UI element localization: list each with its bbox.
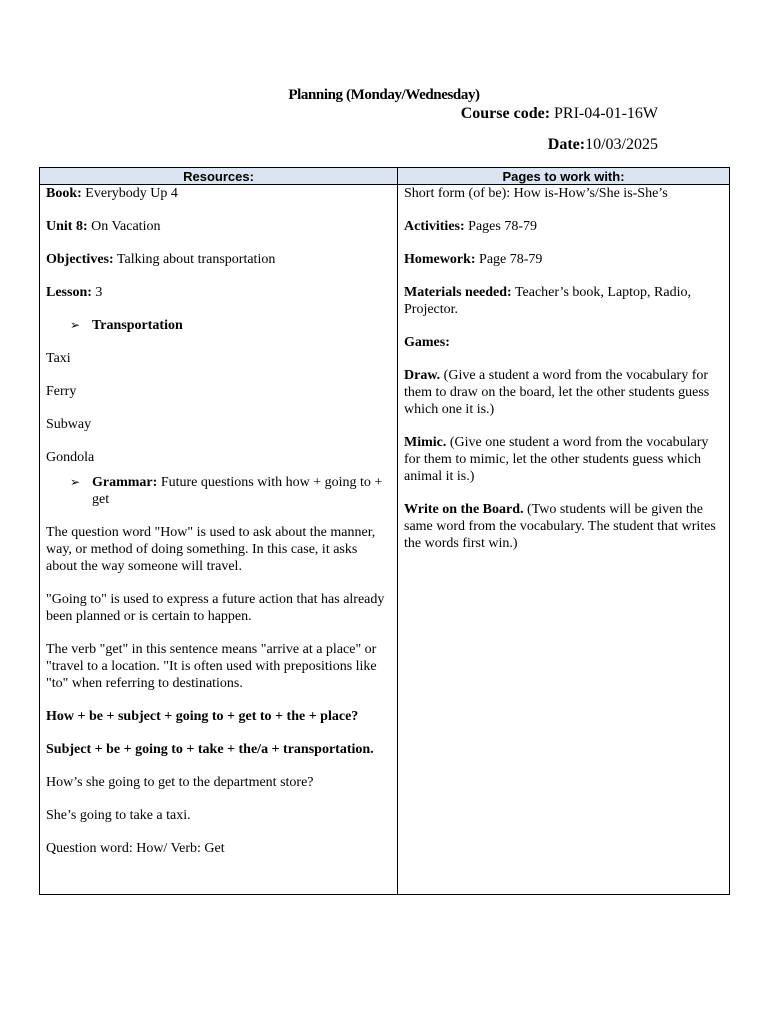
game-mimic — [404, 434, 723, 485]
activities-line — [404, 218, 723, 235]
explanation-get: The verb "get" in this sentence means "arrive at a place" or "travel to a location. "It is often used with prepositions like "to" when referring to destinations. — [46, 642, 377, 691]
explanation-how: The question word "How" is used to ask about the manner, way, or method of doing something. In this case, it asks about the way someone will travel. — [46, 525, 376, 574]
book-label: Book: — [46, 186, 82, 201]
example-answer: She’s going to take a taxi. — [46, 808, 191, 823]
transportation-heading: Transportation — [92, 318, 183, 333]
vocab-item: Gondola — [46, 450, 95, 465]
vocab-item: Subway — [46, 417, 92, 432]
objectives-line — [46, 251, 391, 268]
explanation-going-to: "Going to" is used to express a future action that has already been planned or is certain to happen. — [46, 592, 385, 624]
lesson-line — [46, 284, 391, 301]
game-write-on-board — [404, 501, 723, 552]
grammar-text — [92, 474, 391, 508]
activities-label: Activities: — [404, 219, 465, 234]
homework-value: Page 78-79 — [475, 252, 543, 267]
objectives-label: Objectives: — [46, 252, 114, 267]
unit-value: On Vacation — [87, 219, 161, 234]
course-code-value: PRI-04-01-16W — [550, 105, 658, 122]
unit-line — [46, 218, 391, 235]
book-value: Everybody Up 4 — [81, 186, 178, 201]
formula-answer: Subject + be + going to + take + the/a + transportation. — [46, 742, 374, 757]
short-form-line: Short form (of be): How is-How’s/She is-She’s — [404, 186, 668, 201]
book-line — [46, 185, 391, 202]
write-label: Write on the Board. — [404, 502, 524, 517]
example-question: How’s she going to get to the department store? — [46, 775, 314, 790]
resources-cell — [40, 185, 398, 895]
vocab-item: Ferry — [46, 384, 77, 399]
materials-label: Materials needed: — [404, 285, 512, 300]
pages-header: Pages to work with: — [398, 168, 730, 185]
objectives-value: Talking about transportation — [113, 252, 276, 267]
question-word-line: Question word: How/ Verb: Get — [46, 841, 225, 856]
transportation-bullet — [46, 317, 391, 334]
mimic-value: (Give one student a word from the vocabulary for them to mimic, let the other students guess which animal it is.) — [404, 435, 709, 484]
planning-table — [39, 167, 730, 895]
grammar-value: Future questions with how + going to + get — [92, 475, 383, 507]
resources-header: Resources: — [40, 168, 398, 185]
date-label: Date: — [547, 136, 586, 153]
date-value: 10/03/2025 — [585, 136, 658, 153]
lesson-value: 3 — [91, 285, 103, 300]
course-code-line — [461, 105, 658, 123]
write-value: (Two students will be given the same word from the vocabulary. The student that writes the words first win.) — [404, 502, 716, 551]
draw-label: Draw. — [404, 368, 441, 383]
homework-label: Homework: — [404, 252, 476, 267]
game-draw — [404, 367, 723, 418]
vocab-item: Taxi — [46, 351, 71, 366]
unit-label: Unit 8: — [46, 219, 88, 234]
materials-value: Teacher’s book, Laptop, Radio, Projector. — [404, 285, 691, 317]
page-title: Planning (Monday/Wednesday) — [288, 87, 480, 103]
materials-line — [404, 284, 723, 318]
arrow-bullet-icon: ➢ — [70, 475, 81, 489]
grammar-label: Grammar: — [92, 475, 158, 490]
arrow-bullet-icon: ➢ — [70, 318, 81, 332]
date-line — [548, 136, 658, 154]
lesson-label: Lesson: — [46, 285, 92, 300]
pages-cell — [398, 185, 730, 895]
mimic-label: Mimic. — [404, 435, 447, 450]
draw-value: (Give a student a word from the vocabulary for them to draw on the board, let the other students guess which one it is.) — [404, 368, 710, 417]
formula-question: How + be + subject + going to + get to + the + place? — [46, 709, 359, 724]
course-code-label: Course code: — [460, 105, 551, 122]
homework-line — [404, 251, 723, 268]
games-heading: Games: — [404, 335, 450, 350]
table-body-row — [40, 185, 730, 895]
table-header-row — [40, 168, 730, 185]
activities-value: Pages 78-79 — [464, 219, 537, 234]
grammar-bullet — [46, 474, 391, 508]
